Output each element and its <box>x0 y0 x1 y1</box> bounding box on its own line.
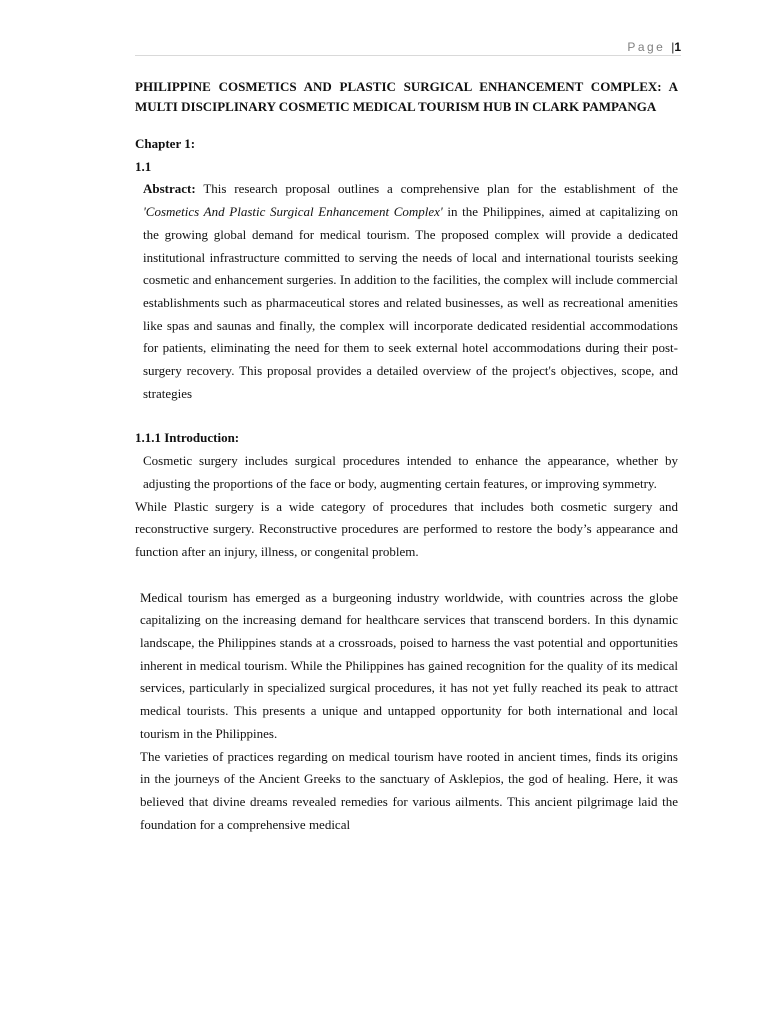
page-label: Page <box>627 40 666 54</box>
section-number: 1.1 <box>135 158 152 174</box>
header-rule <box>135 55 681 56</box>
document-body <box>135 77 678 836</box>
abstract-text-2: in the Philippines, aimed at capitalizing on the growing global demand for medical tourism. The proposed complex will provide a dedicated institutional infrastructure committed to serving the needs of local and international tourists seeking cosmetic and enhancement surgeries. In addition to the facilities, the complex will include commercial establishments such as pharmaceutical stores and related businesses, as well as recreational amenities like spas and saunas and finally, the complex will incorporate dedicated residential accommodations for patients, eliminating the need for them to seek external hotel accommodations during their post-surgery recovery. This proposal provides a detailed overview of the project's objectives, scope, and strategies <box>143 204 678 401</box>
introduction-heading: 1.1.1 Introduction: <box>135 430 240 446</box>
intro-paragraph-3: Medical tourism has emerged as a burgeoning industry worldwide, with countries across the globe capitalizing on the increasing demand for healthcare services that transcend borders. In this dynamic landscape, the Philippines stands at a crossroads, poised to harness the vast potential and opportunities inherent in medical tourism. While the Philippines has gained recognition for the quality of its medical services, particularly in specialized surgical procedures, it has not yet fully reached its peak to attract medical tourists. This presents a unique and untapped opportunity for both international and local tourism in the Philippines. <box>140 589 678 741</box>
intro-paragraph-1: Cosmetic surgery includes surgical procedures intended to enhance the appearance, whether by adjusting the proportions of the face or body, augmenting certain features, or improving symmetry. <box>143 453 678 491</box>
page-separator: | <box>671 40 675 54</box>
abstract-italic-title: 'Cosmetics And Plastic Surgical Enhancement Complex' <box>143 204 443 220</box>
page-header <box>135 40 681 54</box>
document-title: PHILIPPINE COSMETICS AND PLASTIC SURGICAL ENHANCEMENT COMPLEX: A MULTI DISCIPLINARY COSMETIC MEDICAL TOURISM HUB IN CLARK PAMPANGA <box>135 79 678 114</box>
intro-paragraph-2: While Plastic surgery is a wide category of procedures that includes both cosmetic surgery and reconstructive surgery. Reconstructive procedures are performed to restore the body’s appearance and function after an injury, illness, or congenital problem. <box>135 498 678 559</box>
abstract-paragraph <box>135 178 678 405</box>
abstract-text-1: This research proposal outlines a comprehensive plan for the establishment of the <box>195 181 678 197</box>
intro-paragraph-4: The varieties of practices regarding on medical tourism have rooted in ancient times, finds its origins in the journeys of the Ancient Greeks to the sanctuary of Asklepios, the god of healing. Here, it was believed that divine dreams revealed remedies for various ailments. This ancient pilgrimage laid the foundation for a comprehensive medical <box>140 748 678 832</box>
abstract-label: Abstract: <box>143 181 196 197</box>
page-number: 1 <box>674 40 681 54</box>
chapter-heading: Chapter 1: <box>135 136 196 151</box>
